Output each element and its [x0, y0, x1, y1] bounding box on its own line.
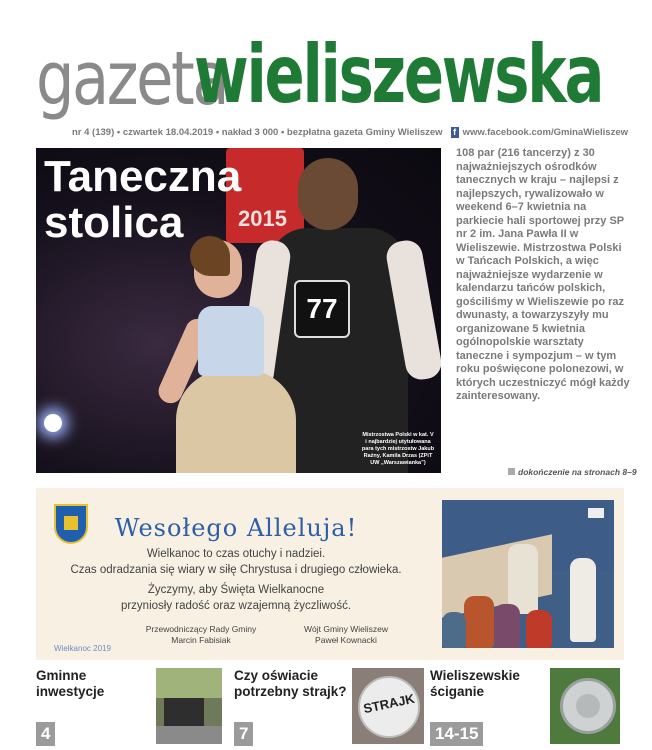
issue-date: czwartek 18.04.2019	[122, 126, 214, 138]
circulation: nakład 3 000	[221, 126, 279, 138]
stage-light	[44, 414, 62, 432]
hero-photo	[36, 148, 441, 473]
teaser-racing[interactable]: Wieliszewskie ściganie 14-15	[430, 666, 620, 750]
lead-article-text: 108 par (216 tancerzy) z 30 najważniejszych ośrodków tanecznych w kraju – najlepsi z najlepszych, rywalizowało w weekend 6–7 kwietnia na parkiecie hali sportowej przy SP nr 2 im. Jana Pawła II w Wieliszewie. Mistrzostwa Polski w Tańcach Polskich, a więc najważniejsze wydarzenie w kalendarzu tańców polskich, gościliśmy w Wieliszewie po raz dwunasty, a towarzyszyły mu organizowane 5 kwietnia ogólnopolskie warsztaty taneczne i sympozjum – w tym roku poświęcone polonezowi, w których uczestniczyć mógł każdy zainteresowany.	[456, 147, 630, 402]
hero-title: Taneczna stolica	[44, 152, 242, 247]
masthead	[36, 18, 626, 128]
masthead-wieliszewska: wieliszewska	[194, 28, 603, 121]
greeting-line-1: Wielkanoc to czas otuchy i nadziei.	[146, 548, 326, 560]
bib-number: 77	[294, 280, 350, 338]
issue-number: nr 4 (139)	[72, 126, 115, 138]
greeting-line-3: Życzymy, aby Święta Wielkanocne	[147, 584, 325, 596]
road-paver-photo	[156, 668, 222, 744]
photo-caption: Mistrzostwa Polski w kat. V i najbardziej utytułowana para tych mistrzostw Jakub Rażny, Kamila Drzas (ZPiT UW „Warszawianka”)	[361, 432, 435, 466]
signature-council-chair: Przewodniczący Rady Gminy Marcin Fabisiak	[145, 624, 257, 645]
dancer-man-head	[298, 158, 358, 230]
strike-badge-photo: STRAJK	[352, 668, 424, 744]
page-number-badge: 14-15	[430, 722, 483, 746]
signature-mayor: Wójt Gminy Wieliszew Paweł Kownacki	[303, 624, 389, 645]
continued-note[interactable]: dokończenie na stronach 8–9	[508, 467, 637, 477]
greeting-line-4: przyniosły radość oraz wzajemną życzliwość.	[120, 600, 352, 612]
greeting-title: Wesołego Alleluja!	[114, 514, 358, 542]
teaser-investments[interactable]: Gminne inwestycje 4	[36, 666, 226, 750]
teaser-strip	[36, 666, 624, 750]
teaser-strike[interactable]: Czy oświacie potrzebny strajk? 7 STRAJK	[234, 666, 424, 750]
banner-year: 2015	[238, 206, 287, 231]
resurrection-painting	[442, 500, 614, 648]
flag-icon	[588, 508, 604, 518]
facebook-link[interactable]: www.facebook.com/GminaWieliszew	[462, 126, 628, 138]
greeting-year: Wielkanoc 2019	[54, 644, 111, 653]
dancer-woman-dress	[176, 370, 296, 473]
page-number-badge: 7	[234, 722, 253, 746]
greeting-line-2: Czas odradzania się wiary w siłę Chrystusa i drugiego człowieka.	[70, 564, 402, 576]
medal-photo	[550, 668, 620, 744]
facebook-icon: f	[451, 127, 459, 138]
easter-greeting-box	[36, 488, 624, 660]
masthead-gazeta: gazeta	[36, 36, 228, 122]
free-paper-note: bezpłatna gazeta Gminy Wieliszew	[286, 126, 443, 138]
issue-info-bar: nr 4 (139) • czwartek 18.04.2019 • nakład 3 000 • bezpłatna gazeta Gminy Wieliszew f www.facebook.com/GminaWieliszew	[72, 126, 628, 138]
square-bullet-icon	[508, 468, 515, 475]
page-number-badge: 4	[36, 722, 55, 746]
